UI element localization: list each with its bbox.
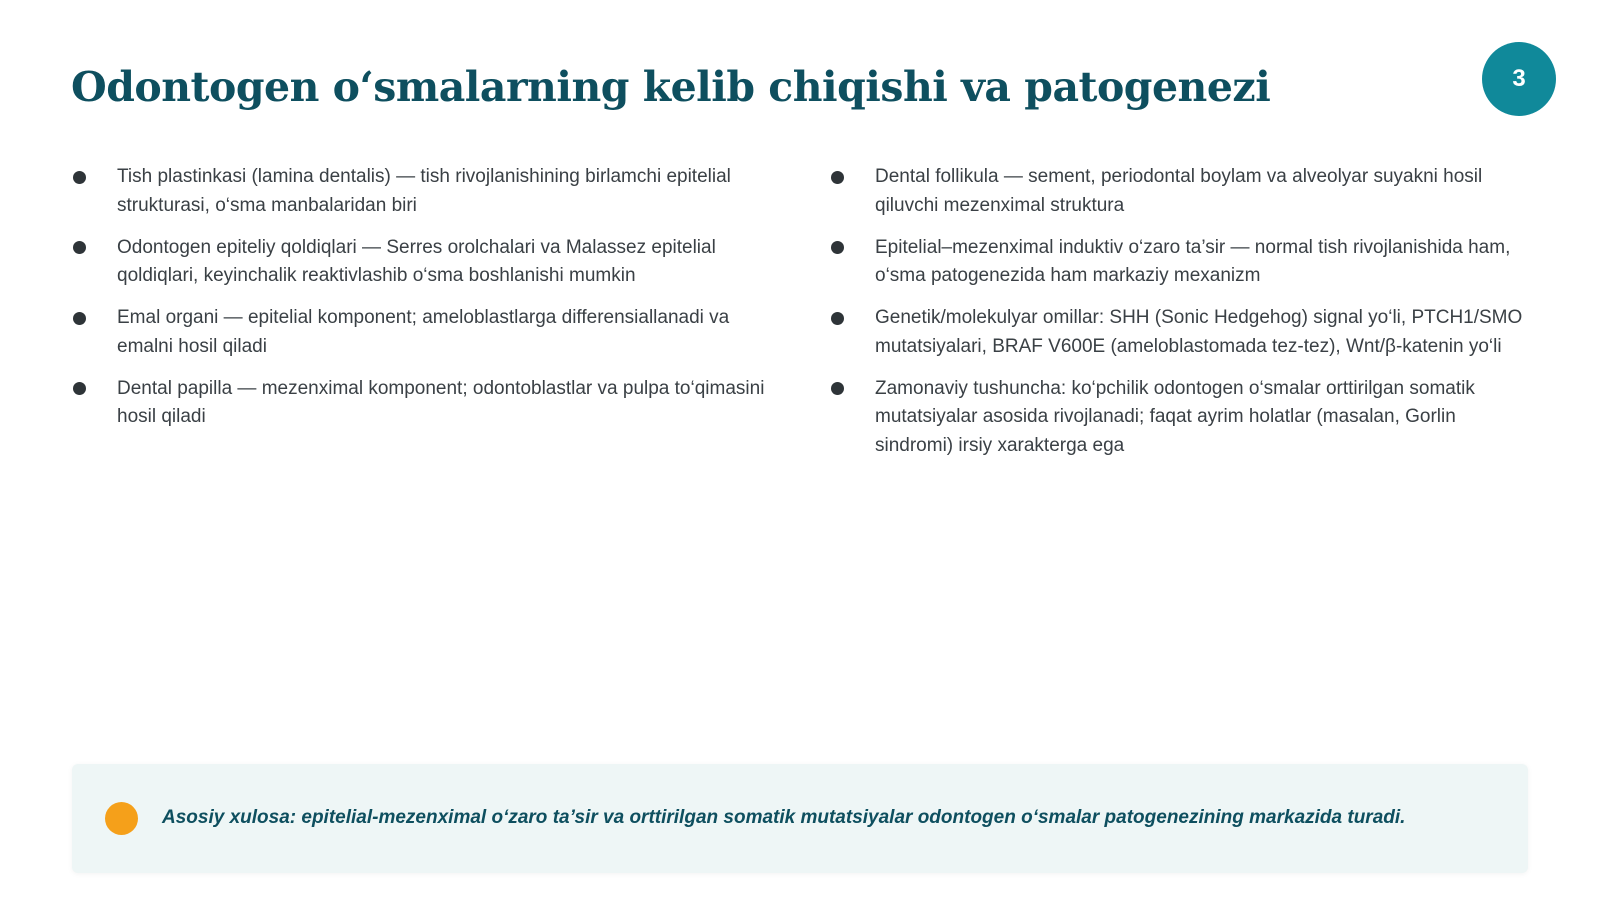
list-item	[73, 375, 773, 432]
bullet-icon	[73, 171, 86, 184]
bullet-icon	[73, 382, 86, 395]
left-bullet-list	[73, 163, 773, 445]
list-item-text: Dental papilla — mezenximal komponent; odontoblastlar va pulpa to‘qimasini hosil qiladi	[117, 377, 765, 427]
summary-text: Asosiy xulosa: epitelial-mezenximal o‘zaro ta’sir va orttirilgan somatik mutatsiyalar odontogen o‘smalar patogenezining markazida turadi.	[162, 807, 1406, 828]
bullet-icon	[831, 241, 844, 254]
list-item-text: Zamonaviy tushuncha: ko‘pchilik odontogen o‘smalar orttirilgan somatik mutatsiyalar asosida rivojlanadi; faqat ayrim holatlar (masalan, Gorlin sindromi) irsiy xarakterga ega	[875, 377, 1475, 456]
list-item	[831, 163, 1531, 220]
bullet-icon	[73, 312, 86, 325]
bullet-icon	[831, 171, 844, 184]
list-item	[73, 234, 773, 291]
bullet-icon	[831, 382, 844, 395]
list-item-text: Emal organi — epitelial komponent; ameloblastlarga differensiallanadi va emalni hosil qiladi	[117, 307, 730, 357]
bullet-icon	[831, 312, 844, 325]
page-number-badge	[1482, 42, 1556, 116]
summary-box	[72, 764, 1528, 873]
list-item-text: Tish plastinkasi (lamina dentalis) — tish rivojlanishining birlamchi epitelial strukturasi, o‘sma manbalaridan biri	[117, 166, 731, 216]
right-bullet-list	[831, 163, 1531, 474]
list-item-text: Dental follikula — sement, periodontal boylam va alveolyar suyakni hosil qiluvchi mezenximal struktura	[875, 166, 1483, 216]
list-item-text: Epitelial–mezenximal induktiv o‘zaro ta’sir — normal tish rivojlanishida ham, o‘sma patogenezida ham markaziy mexanizm	[875, 236, 1511, 286]
slide-title: Odontogen o‘smalarning kelib chiqishi va patogenezi	[71, 63, 1271, 111]
list-item	[73, 304, 773, 361]
list-item	[831, 234, 1531, 291]
list-item	[831, 304, 1531, 361]
page-number: 3	[1512, 65, 1526, 92]
list-item	[73, 163, 773, 220]
list-item-text: Odontogen epiteliy qoldiqlari — Serres orolchalari va Malassez epitelial qoldiqlari, keyinchalik reaktivlashib o‘sma boshlanishi mumkin	[117, 236, 716, 286]
bullet-icon	[73, 241, 86, 254]
list-item-text: Genetik/molekulyar omillar: SHH (Sonic Hedgehog) signal yo‘li, PTCH1/SMO mutatsiyalari, BRAF V600E (ameloblastomada tez-tez), Wnt/β-katenin yo‘li	[875, 307, 1523, 357]
list-item	[831, 375, 1531, 461]
orange-dot-icon	[105, 802, 138, 835]
